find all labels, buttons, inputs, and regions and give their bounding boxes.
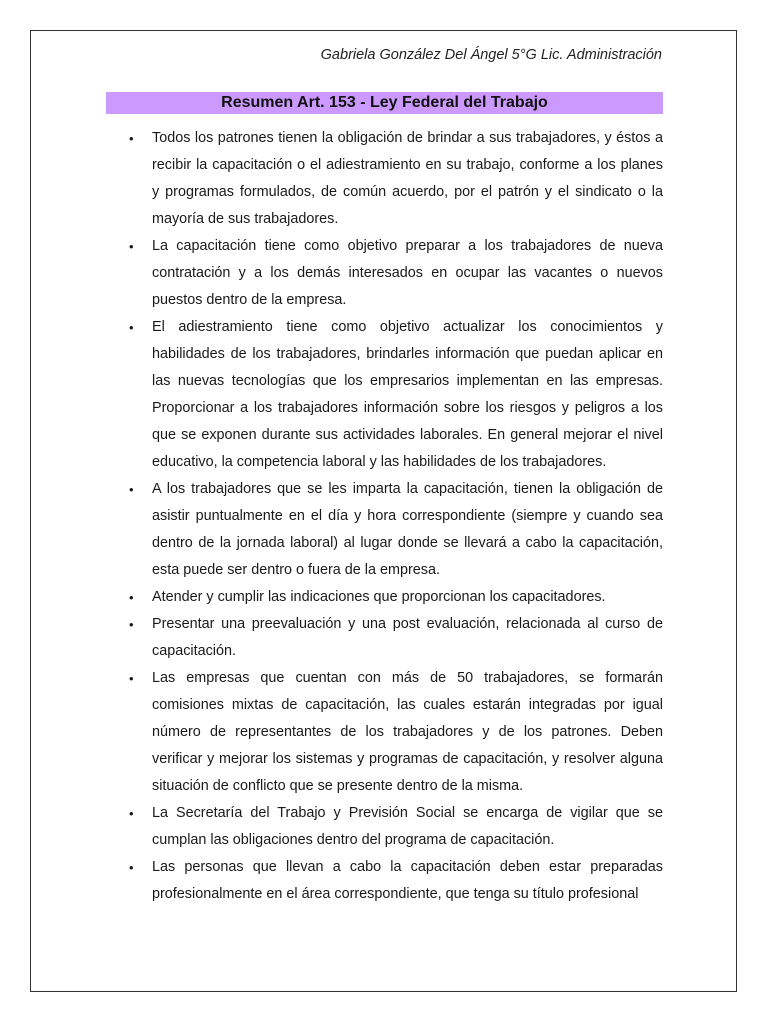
bullet-icon: • bbox=[129, 590, 134, 605]
bullet-icon: • bbox=[129, 131, 134, 146]
list-item bbox=[129, 611, 663, 665]
bullet-icon: • bbox=[129, 806, 134, 821]
bullet-icon: • bbox=[129, 671, 134, 686]
list-item-text: El adiestramiento tiene como objetivo actualizar los conocimientos y habilidades de los trabajadores, brindarles información que puedan aplicar en las nuevas tecnologías que los empresarios implementan en las empresas. Proporcionar a los trabajadores información sobre los riesgos y peligros a los que se exponen durante sus actividades laborales. En general mejorar el nivel educativo, la competencia laboral y las habilidades de los trabajadores. bbox=[152, 319, 663, 470]
bullet-icon: • bbox=[129, 320, 134, 335]
list-item-text: A los trabajadores que se les imparta la capacitación, tienen la obligación de asistir puntualmente en el día y hora correspondiente (siempre y cuando sea dentro de la jornada laboral) al lugar donde se llevará a cabo la capacitación, esta puede ser dentro o fuera de la empresa. bbox=[152, 481, 663, 578]
list-item bbox=[129, 800, 663, 854]
bullet-icon: • bbox=[129, 239, 134, 254]
list-item bbox=[129, 584, 663, 611]
list-item bbox=[129, 233, 663, 314]
list-item-text: Las empresas que cuentan con más de 50 trabajadores, se formarán comisiones mixtas de capacitación, las cuales estarán integradas por igual número de representantes de los trabajadores y de los patrones. Deben verificar y mejorar los sistemas y programas de capacitación, y resolver alguna situación de conflicto que se presente dentro de la misma. bbox=[152, 670, 663, 794]
list-item bbox=[129, 665, 663, 800]
list-item-text: Presentar una preevaluación y una post evaluación, relacionada al curso de capacitación. bbox=[152, 616, 663, 659]
bullet-list bbox=[129, 125, 663, 908]
list-item bbox=[129, 314, 663, 476]
list-item-text: Todos los patrones tienen la obligación de brindar a sus trabajadores, y éstos a recibir la capacitación o el adiestramiento en su trabajo, conforme a los planes y programas formulados, de común acuerdo, por el patrón y el sindicato o la mayoría de sus trabajadores. bbox=[152, 130, 663, 227]
bullet-icon: • bbox=[129, 860, 134, 875]
document-title: Resumen Art. 153 - Ley Federal del Trabajo bbox=[221, 94, 548, 111]
bullet-icon: • bbox=[129, 617, 134, 632]
author-header: Gabriela González Del Ángel 5°G Lic. Administración bbox=[320, 47, 662, 63]
list-item bbox=[129, 854, 663, 908]
list-item-text: La capacitación tiene como objetivo preparar a los trabajadores de nueva contratación y a los demás interesados en ocupar las vacantes o nuevos puestos dentro de la empresa. bbox=[152, 238, 663, 308]
list-item bbox=[129, 125, 663, 233]
document-page bbox=[30, 30, 737, 992]
bullet-icon: • bbox=[129, 482, 134, 497]
list-item-text: Atender y cumplir las indicaciones que proporcionan los capacitadores. bbox=[152, 589, 606, 605]
title-banner bbox=[106, 92, 663, 114]
list-item-text: Las personas que llevan a cabo la capacitación deben estar preparadas profesionalmente en el área correspondiente, que tenga su título profesional bbox=[152, 859, 663, 902]
list-item-text: La Secretaría del Trabajo y Previsión Social se encarga de vigilar que se cumplan las obligaciones dentro del programa de capacitación. bbox=[152, 805, 663, 848]
list-item bbox=[129, 476, 663, 584]
